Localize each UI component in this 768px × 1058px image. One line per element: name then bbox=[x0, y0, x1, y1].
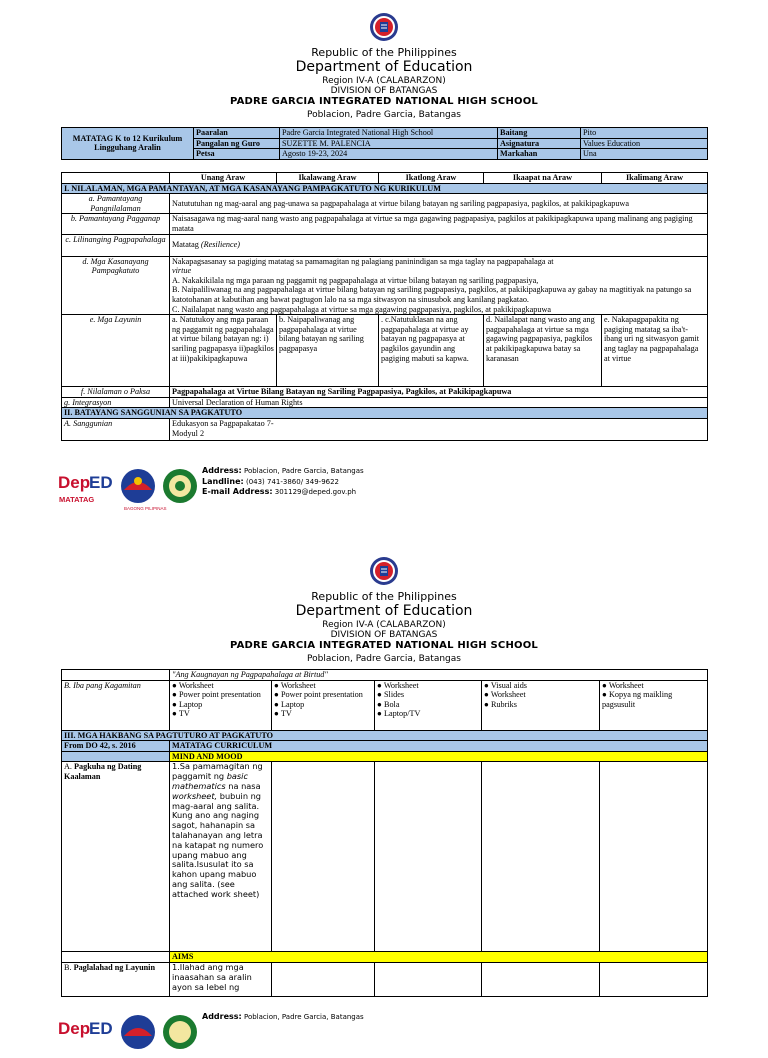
row-label: B. Paglalahad ng Layunin bbox=[62, 962, 170, 996]
bullet-item: ● Bola bbox=[377, 699, 400, 709]
mind-and-mood-bar: MIND AND MOOD bbox=[170, 751, 708, 762]
location-text: Poblacion, Padre Garcia, Batangas bbox=[307, 654, 461, 664]
bullet-item: ● Worksheet bbox=[484, 690, 526, 700]
row-label: d. Mga Kasanayang Pampagkatuto bbox=[62, 256, 170, 315]
day-header: Ikalawang Araw bbox=[277, 173, 379, 184]
empty-cell bbox=[62, 751, 170, 762]
aims-bar: AIMS bbox=[170, 952, 708, 963]
row-label: a. Pamantayang Pangnilalaman bbox=[62, 194, 170, 214]
svg-text:ED: ED bbox=[89, 1019, 113, 1038]
info-label: Pangalan ng Guro bbox=[194, 138, 280, 149]
integration: Universal Declaration of Human Rights bbox=[170, 397, 708, 408]
section-3-title: III. MGA HAKBANG SA PAGTUTURO AT PAGKATUTO bbox=[62, 730, 708, 741]
republic-text: Republic of the Philippines bbox=[311, 590, 457, 603]
svg-text:Dep: Dep bbox=[58, 1019, 91, 1038]
address-label: Address: bbox=[202, 1012, 242, 1021]
materials-cell bbox=[482, 680, 600, 730]
competency-b: B. Naipaliliwanag na ang pagpapahalaga at virtue bilang batayan ng sariling pagpapasiya, pagkilos, at pakikipagkapuwa ay gabay na magtitiyak na patungo sa katotohanan at kabutihan ang bawat pagtugon lalo na sa mga sitwasyon na sinusubok ang kanilang pagkatao. bbox=[172, 285, 692, 304]
row-label: g. Integrasyon bbox=[62, 397, 170, 408]
materials-cell bbox=[600, 680, 708, 730]
teacher-name: SUZETTE M. PALENCIA bbox=[280, 138, 498, 149]
objective-cell: d. Nailalapat nang wasto ang ang pagpapahalaga at virtue sa mga gagawing pagpapasiya, pagkilos at pakikipagkapuwa batay sa karanasan bbox=[484, 315, 602, 387]
row-label: B. Iba pang Kagamitan bbox=[62, 680, 170, 730]
content-standard: Natututuhan ng mag-aaral ang pag-unawa sa pagpapahalaga at virtue bilang batayan ng sariling pagpapasiya, pagkilos, at pakikipagkapuwa bbox=[170, 194, 708, 214]
bullet-item: ● Power point presentation bbox=[172, 690, 261, 700]
letterhead bbox=[0, 0, 768, 120]
from-do-label: From DO 42, s. 2016 bbox=[62, 741, 170, 752]
competency-intro: Nakapagsasanay sa pagiging matatag sa pamamagitan ng palagiang paninindigan sa mga taglay na pagpapahalaga at bbox=[172, 256, 554, 266]
bullet-item: ● Laptop/TV bbox=[377, 709, 421, 719]
objective-cell: . c.Natutuklasan na ang pagpapahalaga at virtue ay batayan ng pagpapasya at pagkilos gayundin ang pagiging mabuti sa kapwa. bbox=[379, 315, 484, 387]
address-label: Address: bbox=[202, 466, 242, 475]
bullet-item: ● Slides bbox=[377, 690, 405, 700]
region-text: Region IV-A (CALABARZON) bbox=[322, 76, 446, 86]
division-text: DIVISION OF BATANGAS bbox=[330, 630, 438, 640]
competencies-cell bbox=[170, 256, 708, 315]
footer bbox=[58, 464, 458, 512]
school-name: PADRE GARCIA INTEGRATED NATIONAL HIGH SCHOOL bbox=[229, 640, 538, 651]
info-label: Paaralan bbox=[194, 128, 280, 139]
row-label: b. Pamantayang Pagganap bbox=[62, 214, 170, 234]
address: Poblacion, Padre Garcia, Batangas bbox=[243, 1013, 364, 1021]
reference bbox=[170, 418, 708, 440]
bullet-item: ● Rubriks bbox=[484, 699, 517, 709]
row-label: A. Sanggunian bbox=[62, 418, 170, 440]
info-value: Una bbox=[581, 149, 708, 160]
division-text: DIVISION OF BATANGAS bbox=[330, 86, 438, 96]
materials-cell bbox=[375, 680, 482, 730]
bullet-item: ● Kopya ng maikling pagsusulit bbox=[602, 690, 673, 709]
empty-cell bbox=[62, 173, 170, 184]
empty-cell bbox=[272, 762, 375, 952]
bullet-item: ● TV bbox=[274, 709, 292, 719]
footer-logos bbox=[58, 1010, 198, 1058]
materials-cell bbox=[170, 680, 272, 730]
info-label: Asignatura bbox=[498, 138, 581, 149]
empty-cell bbox=[482, 962, 600, 996]
objective-cell: e. Nakapagpapakita ng pagiging matatag sa iba't-ibang uri ng sitwasyon gamit ang taglay na pagpapahalaga at virtue bbox=[602, 315, 708, 387]
date-value: Agosto 19-23, 2024 bbox=[280, 149, 498, 160]
empty-cell bbox=[482, 762, 600, 952]
values-cell bbox=[170, 234, 708, 256]
bullet-item: ● Worksheet bbox=[274, 680, 316, 690]
info-value: Padre Garcia Integrated National High School bbox=[280, 128, 498, 139]
deped-logo-icon bbox=[58, 473, 113, 504]
row-label: A. Pagkuha ng Dating Kaalaman bbox=[62, 762, 170, 952]
school-logo-icon bbox=[163, 469, 197, 503]
section-2-title: II. BATAYANG SANGGUNIAN SA PAGKATUTO bbox=[62, 408, 708, 419]
email-label: E-mail Address: bbox=[202, 487, 273, 496]
bullet-item: ● Worksheet bbox=[377, 680, 419, 690]
objective-cell: b. Naipapaliwanag ang pagpapahalaga at virtue bilang batayan ng sariling pagpapasya bbox=[277, 315, 379, 387]
empty-cell bbox=[600, 762, 708, 952]
day-header: Ikaapat na Araw bbox=[484, 173, 602, 184]
day-header: Ikalimang Araw bbox=[602, 173, 708, 184]
day-header: Unang Araw bbox=[170, 173, 277, 184]
empty-cell bbox=[62, 952, 170, 963]
bagong-pilipinas-logo-icon bbox=[121, 469, 167, 511]
competency-c: C. Nailalapat nang wasto ang pagpapahalaga at virtue sa mga gagawing pagpapasiya, pagkilos, at pakikipagkapuwa bbox=[172, 304, 551, 314]
empty-cell bbox=[272, 962, 375, 996]
footer bbox=[58, 1010, 458, 1058]
landline-label: Landline: bbox=[202, 476, 244, 486]
matatag-curriculum-label: MATATAG CURRICULUM bbox=[170, 741, 708, 752]
empty-cell bbox=[375, 762, 482, 952]
section-1-title: I. NILALAMAN, MGA PAMANTAYAN, AT MGA KASANAYANG PAMPAGKATUTO NG KURIKULUM bbox=[62, 183, 708, 194]
topic: Pagpapahalaga at Virtue Bilang Batayan ng Sariling Pagpapasiya, Pagkilos, at Pakikipagkapuwa bbox=[170, 387, 708, 398]
performance-standard: Naisasagawa ng mag-aaral nang wasto ang pagpapahalaga at virtue sa mga gagawing pagpapasiya, pagkilos at pakikipagkapuwa upang malinang ang pagiging matata bbox=[170, 214, 708, 234]
region-text: Region IV-A (CALABARZON) bbox=[322, 620, 446, 630]
bullet-item: ● Power point presentation bbox=[274, 690, 363, 700]
bullet-item: ● Visual aids bbox=[484, 680, 527, 690]
info-value: Pito bbox=[581, 128, 708, 139]
values-text-italic: (Resilience) bbox=[200, 240, 240, 250]
bullet-item: ● Laptop bbox=[172, 699, 203, 709]
bullet-item: ● Worksheet bbox=[172, 680, 214, 690]
materials-cell bbox=[272, 680, 375, 730]
values-text: Matatag bbox=[172, 240, 199, 250]
bullet-item: ● TV bbox=[172, 709, 190, 719]
lesson-quote: "Ang Kaugnayan ng Pagpapahalaga at Birtud" bbox=[170, 670, 708, 681]
info-value: Values Education bbox=[581, 138, 708, 149]
row-label: f. Nilalaman o Paksa bbox=[62, 387, 170, 398]
deped-seal-icon bbox=[369, 12, 399, 42]
info-label: Markahan bbox=[498, 149, 581, 160]
day-header: Ikatlong Araw bbox=[379, 173, 484, 184]
location-text: Poblacion, Padre Garcia, Batangas bbox=[307, 110, 461, 120]
empty-cell bbox=[600, 962, 708, 996]
republic-text: Republic of the Philippines bbox=[311, 46, 457, 59]
department-text: Department of Education bbox=[295, 603, 473, 619]
lesson-plan-title: MATATAG K to 12 Kurikulum Lingguhang Aralin bbox=[62, 128, 194, 160]
landline: (043) 741-3860/ 349-9622 bbox=[245, 477, 340, 486]
address: Poblacion, Padre Garcia, Batangas bbox=[243, 467, 364, 475]
svg-text:MATATAG: MATATAG bbox=[59, 495, 95, 504]
activity-cell: 1.Ilahad ang mga inaasahan sa aralin ayon sa lebel ng bbox=[170, 962, 272, 996]
bullet-item: ● Worksheet bbox=[602, 680, 644, 690]
email: 301129@deped.gov.ph bbox=[274, 488, 357, 496]
info-label: Petsa bbox=[194, 149, 280, 160]
svg-text:BAGONG PILIPINAS: BAGONG PILIPINAS bbox=[124, 506, 167, 511]
objective-cell: a. Natutukoy ang mga paraan ng paggamit ng pagpapahalaga at virtue bilang batayan ng: i) sariling pagpapasya ii)pagkilos at iii)pakikipagkapuwa bbox=[170, 315, 277, 387]
contact-block bbox=[202, 1012, 364, 1023]
page-1 bbox=[0, 0, 768, 511]
procedure-table bbox=[61, 669, 708, 997]
deped-seal-icon bbox=[369, 556, 399, 586]
competency-a: A. Nakakikilala ng mga paraan ng paggamit ng pagpapahalaga at virtue bilang batayan ng sariling pagpapasiya, bbox=[172, 275, 539, 285]
svg-text:Dep: Dep bbox=[58, 473, 91, 492]
svg-text:ED: ED bbox=[89, 473, 113, 492]
empty-cell bbox=[375, 962, 482, 996]
lesson-table bbox=[61, 172, 708, 441]
page-2 bbox=[0, 548, 768, 1038]
row-label: c. Lilinanging Pagpapahalaga bbox=[62, 234, 170, 256]
activity-cell: 1.Sa pamamagitan ng paggamit ng basic mathematics na nasa worksheet, bubuin ng mag-aaral ang salita. Kung ano ang naging sagot, hahanapin sa talahanayan ang letra na katapat ng numero upang mabuo ang salita.Isusulat ito sa kahon upang mabuo ang salita. (see attached work sheet) bbox=[170, 762, 272, 952]
school-logo-icon bbox=[163, 1015, 197, 1049]
empty-cell bbox=[62, 670, 170, 681]
department-text: Department of Education bbox=[295, 59, 473, 75]
row-label: e. Mga Layunin bbox=[62, 315, 170, 387]
school-name: PADRE GARCIA INTEGRATED NATIONAL HIGH SCHOOL bbox=[229, 96, 538, 107]
letterhead bbox=[0, 548, 768, 664]
bullet-item: ● Laptop bbox=[274, 699, 305, 709]
footer-logos bbox=[58, 464, 198, 512]
reference-text: Edukasyon sa Pagpapakatao 7- Modyul 2 bbox=[172, 418, 274, 438]
contact-block bbox=[202, 466, 364, 498]
info-label: Baitang bbox=[498, 128, 581, 139]
info-table bbox=[61, 127, 708, 160]
bagong-pilipinas-logo-icon bbox=[121, 1015, 155, 1049]
competency-intro-italic: virtue bbox=[172, 266, 192, 276]
deped-logo-icon bbox=[58, 1019, 113, 1038]
